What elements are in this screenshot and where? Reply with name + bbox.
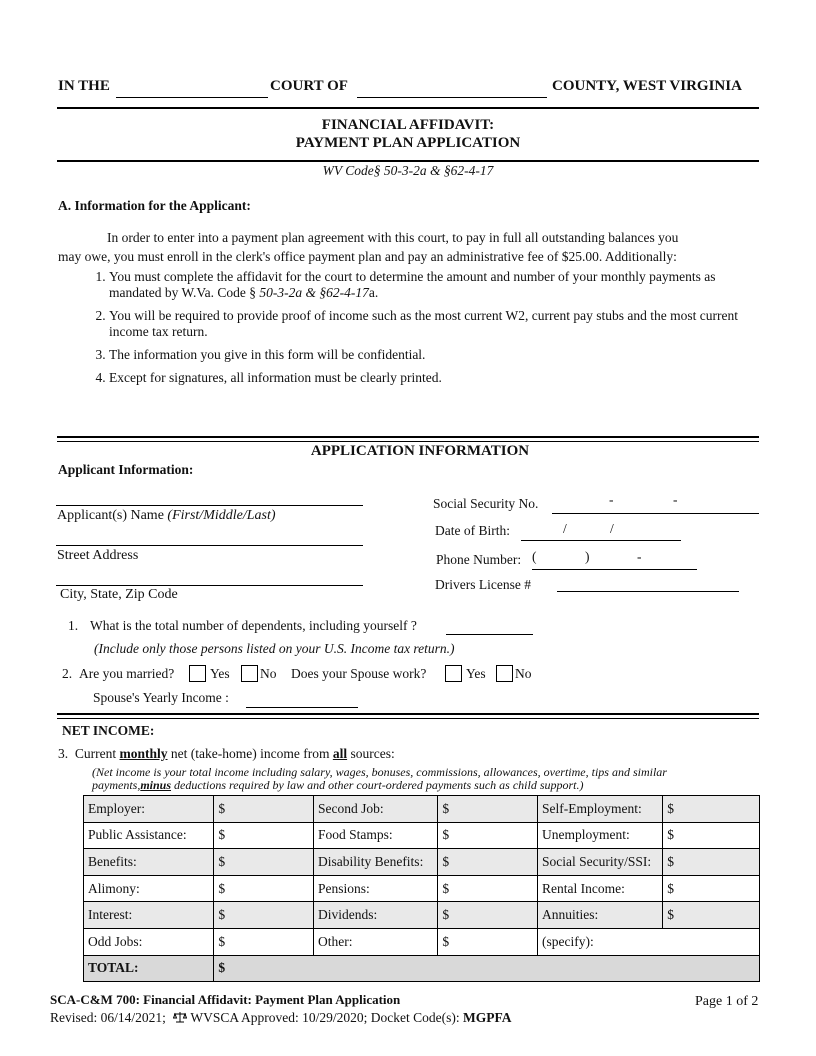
income-label: Odd Jobs: (84, 928, 214, 955)
income-amount-field[interactable]: $ (438, 902, 538, 929)
income-amount-field[interactable]: $ (438, 796, 538, 823)
dob-slash-2: / (610, 521, 614, 536)
applicant-name-label: Applicant(s) Name (First/Middle/Last) (57, 508, 276, 523)
income-amount-field[interactable]: $ (214, 849, 314, 876)
income-amount-field[interactable]: $ (438, 849, 538, 876)
street-address-field[interactable] (56, 545, 363, 546)
phone-label: Phone Number: (436, 552, 522, 567)
income-amount-field[interactable]: $ (663, 902, 760, 929)
header-rule-top (57, 107, 759, 109)
page-number: Page 1 of 2 (695, 994, 759, 1009)
income-amount-field[interactable]: $ (438, 875, 538, 902)
instruction-item: 2. You will be required to provide proof of income such as the most current W2, current pay stubs and the most current income tax return. (109, 308, 769, 340)
intro-line-1: In order to enter into a payment plan agreement with this court, to pay in full all outstanding balances you (107, 230, 679, 245)
ssn-field[interactable] (552, 513, 759, 514)
income-label: Disability Benefits: (313, 849, 437, 876)
spouse-income-field[interactable] (246, 707, 358, 708)
married-question: Are you married? (79, 666, 175, 681)
income-amount-field[interactable]: $ (214, 902, 314, 929)
married-no-checkbox[interactable] (241, 665, 258, 682)
statute-code: WV Code§ 50-3-2a & §62-4-17 (322, 163, 494, 178)
table-row-total (84, 955, 760, 982)
application-rule (57, 436, 759, 442)
married-no-label: No (260, 666, 277, 681)
q2-number: 2. (62, 666, 73, 681)
city-state-zip-label: City, State, Zip Code (60, 587, 178, 602)
income-label: Interest: (84, 902, 214, 929)
income-label: Second Job: (313, 796, 437, 823)
income-label: Dividends: (313, 902, 437, 929)
drivers-license-field[interactable] (557, 591, 739, 592)
applicant-name-field[interactable] (56, 505, 363, 506)
table-row (84, 875, 760, 902)
spouse-income-label: Spouse's Yearly Income : (93, 690, 229, 705)
income-amount-field[interactable]: $ (663, 796, 760, 823)
application-heading: APPLICATION INFORMATION (310, 443, 530, 459)
income-amount-field[interactable]: $ (214, 796, 314, 823)
phone-dash: - (637, 549, 642, 564)
court-name-field[interactable] (116, 97, 268, 98)
q3-monthly-income-text: 3. Current monthly net (take-home) income from all sources: (58, 746, 395, 761)
spouse-work-yes-checkbox[interactable] (445, 665, 462, 682)
net-income-rule (57, 713, 759, 719)
county-label: COUNTY, WEST VIRGINIA (552, 78, 742, 94)
dob-field[interactable] (521, 540, 681, 541)
spouse-work-yes-label: Yes (466, 666, 486, 681)
instruction-item: 1. You must complete the affidavit for the court to determine the amount and number of your monthly payments as mandated by W.Va. Code § 50-3-2a & §62-4-17a. (109, 269, 769, 301)
drivers-license-label: Drivers License # (435, 577, 531, 592)
phone-paren-open: ( (532, 549, 537, 564)
table-row (84, 902, 760, 929)
income-amount-field[interactable]: $ (214, 822, 314, 849)
scales-of-justice-icon (173, 1011, 187, 1023)
income-amount-field[interactable]: $ (663, 849, 760, 876)
in-the-label: IN THE (58, 78, 110, 94)
total-amount-field[interactable]: $ (214, 955, 760, 982)
section-a-heading: A. Information for the Applicant: (58, 198, 251, 213)
table-row (84, 928, 760, 955)
income-amount-field[interactable]: $ (663, 875, 760, 902)
q1-number: 1. (68, 618, 79, 633)
spouse-work-no-label: No (515, 666, 532, 681)
form-title-line1: FINANCIAL AFFIDAVIT: (321, 117, 495, 133)
married-yes-checkbox[interactable] (189, 665, 206, 682)
ssn-dash-1: - (609, 492, 614, 507)
total-label: TOTAL: (84, 955, 214, 982)
income-label: Alimony: (84, 875, 214, 902)
header-rule-bottom (57, 160, 759, 162)
income-amount-field[interactable]: $ (214, 928, 314, 955)
other-specify-field[interactable]: (specify): (538, 928, 760, 955)
income-label: Employer: (84, 796, 214, 823)
q1-dependents-text: What is the total number of dependents, including yourself ? (90, 618, 417, 633)
street-address-label: Street Address (57, 548, 139, 563)
phone-field[interactable] (532, 569, 697, 570)
city-state-zip-field[interactable] (56, 585, 363, 586)
applicant-info-label: Applicant Information: (58, 462, 194, 477)
revision-info: Revised: 06/14/2021; WVSCA Approved: 10/29/2020; Docket Code(s): MGPFA (50, 1010, 512, 1025)
income-label: Annuities: (538, 902, 663, 929)
instructions-list (87, 269, 769, 393)
income-label: Social Security/SSI: (538, 849, 663, 876)
ssn-label: Social Security No. (433, 496, 539, 511)
table-row (84, 822, 760, 849)
income-label: Unemployment: (538, 822, 663, 849)
table-row (84, 796, 760, 823)
income-amount-field[interactable]: $ (663, 822, 760, 849)
income-label: Benefits: (84, 849, 214, 876)
instruction-item: 4. Except for signatures, all information must be clearly printed. (109, 370, 769, 386)
net-income-heading: NET INCOME: (62, 723, 155, 738)
ssn-dash-2: - (673, 492, 678, 507)
income-label: Self-Employment: (538, 796, 663, 823)
spouse-work-question: Does your Spouse work? (291, 666, 427, 681)
court-of-label: COURT OF (270, 78, 348, 94)
spouse-work-no-checkbox[interactable] (496, 665, 513, 682)
instruction-item: 3. The information you give in this form will be confidential. (109, 347, 769, 363)
phone-paren-close: ) (585, 549, 590, 564)
income-amount-field[interactable]: $ (438, 928, 538, 955)
income-label: Public Assistance: (84, 822, 214, 849)
income-amount-field[interactable]: $ (438, 822, 538, 849)
dob-slash-1: / (563, 521, 567, 536)
net-income-note: (Net income is your total income including salary, wages, bonuses, commissions, allowances, overtime, tips and similar payments,minus deductions required by law and other court-ordered payments such as child support.) (92, 765, 667, 792)
q1-hint: (Include only those persons listed on your U.S. Income tax return.) (94, 641, 455, 656)
dependents-field[interactable] (446, 634, 533, 635)
income-amount-field[interactable]: $ (214, 875, 314, 902)
intro-line-2: may owe, you must enroll in the clerk's office payment plan and pay an administrative fee of $25.00. Additionally: (58, 249, 677, 264)
income-label: Food Stamps: (313, 822, 437, 849)
income-table (83, 795, 760, 982)
income-label: Rental Income: (538, 875, 663, 902)
married-yes-label: Yes (210, 666, 230, 681)
form-title-line2: PAYMENT PLAN APPLICATION (295, 135, 521, 151)
dob-label: Date of Birth: (435, 523, 510, 538)
form-id: SCA-C&M 700: Financial Affidavit: Payment Plan Application (50, 992, 401, 1007)
county-name-field[interactable] (357, 97, 547, 98)
income-label: Pensions: (313, 875, 437, 902)
income-label: Other: (313, 928, 437, 955)
table-row (84, 849, 760, 876)
